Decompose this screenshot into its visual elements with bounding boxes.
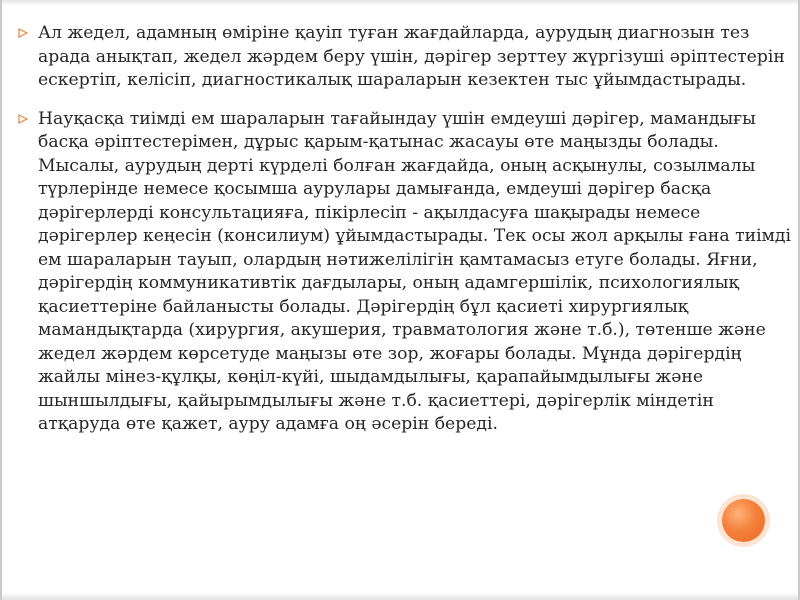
- slide-body: [18, 22, 794, 452]
- paragraph-text: Ал жедел, адамның өміріне қауіп туған жағдайларда, аурудың диагнозын тез арада анықтап, жедел жәрдем беру үшін, дәрігер зерттеу жүргізуші әріптестерін ескертіп, келісіп, диагностикалық шараларын кезектен тыс ұйымдастырады.: [38, 23, 785, 90]
- bullet-paragraph-2: [18, 108, 794, 437]
- orange-circle-decoration: [722, 499, 765, 542]
- bullet-paragraph-1: [18, 22, 794, 93]
- triangle-bullet-icon: [18, 114, 28, 124]
- triangle-bullet-icon: [18, 28, 28, 38]
- paragraph-text: Науқасқа тиімді ем шараларын тағайындау үшін емдеуші дәрігер, мамандығы басқа әріптестерімен, дұрыс қарым-қатынас жасауы өте маңызды болады. Мысалы, аурудың дерті күрделі болған жағдайда, оның асқынулы, созылмалы түрлерінде немесе қосымша аурулары дамығанда, емдеуші дәрігер басқа дәрігерлерді консультацияға, пікірлесіп - ақылдасуға шақырады немесе дәрігерлер кеңесін (консилиум) ұйымдастырады. Тек осы жол арқылы ғана тиімді ем шараларын тауып, олардың нәтижелілігін қамтамасыз етуге болады. Яғни, дәрігердің коммуникативтік дағдылары, оның адамгершілік, психологиялық қасиеттеріне байланысты болады. Дәрігердің бұл қасиеті хирургиялық мамандықтарда (хирургия, акушерия, травматология және т.б.), төтенше және жедел жәрдем көрсетуде маңызы өте зор, жоғары болады. Мұнда дәрігердің жайлы мінез-құлқы, көңіл-күйі, шыдамдылығы, қарапайымдылығы және шыншылдығы, қайырымдылығы және т.б. қасиеттері, дәрігерлік міндетін атқаруда өте қажет, ауру адамға оң әсерін береді.: [38, 108, 792, 434]
